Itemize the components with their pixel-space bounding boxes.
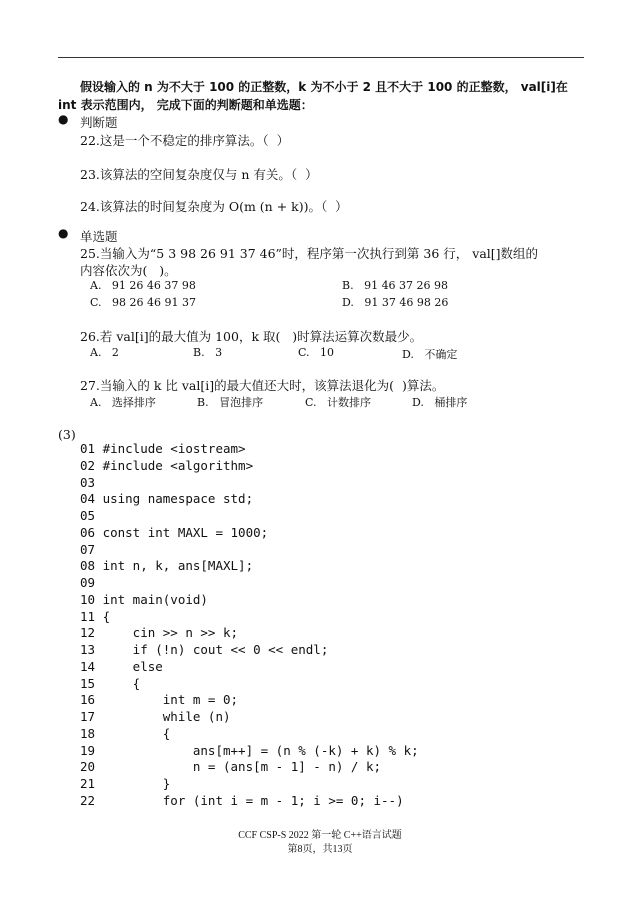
question-24: 24.该算法的时间复杂度为 O(m (n + k))。（ ） [80,199,348,214]
code-line: 12 cin >> n >> k; [80,625,239,641]
code-line: 16 int m = 0; [80,692,239,708]
code-line: 06 const int MAXL = 1000; [80,524,269,540]
code-line: 19 ans[m++] = (n % (-k) + k) % k; [80,742,419,758]
footer-title: CCF CSP-S 2022 第一轮 C++语言试题 [238,830,402,841]
code-line: 21 } [80,776,171,791]
code-line: 01 #include <iostream> [80,441,246,456]
code-line: 15 { [80,675,141,691]
option-26a: A. 2 [90,346,119,359]
code-line: 14 else [80,658,163,674]
option-25b: B. 91 46 37 26 98 [342,279,449,292]
option-25a: A. 91 26 46 37 98 [90,279,196,292]
section-label: (3) [58,427,76,442]
code-line: 13 if (!n) cout << 0 << endl; [80,642,329,657]
option-27d: D. 桶排序 [412,396,468,409]
footer-page: 第8页，共13页 [287,844,353,855]
option-25c: C. 98 26 46 91 37 [90,296,196,309]
choice-heading: 单选题 [80,229,118,244]
bullet-icon: ● [58,226,69,240]
option-27a: A. 选择排序 [90,396,156,409]
code-line: 18 { [80,725,171,741]
code-line: 09 [80,575,96,590]
code-line: 03 [80,474,96,490]
option-26d: D. 不确定 [402,348,458,361]
option-25d: D. 91 37 46 98 26 [342,296,449,309]
option-27c: C. 计数排序 [305,396,372,409]
code-line: 10 int main(void) [80,591,208,607]
header-rule [58,57,584,58]
code-listing [80,441,419,810]
question-23: 23.该算法的空间复杂度仅与 n 有关。（ ） [80,167,318,182]
code-line: 08 int n, k, ans[MAXL]; [80,558,254,574]
code-line: 17 while (n) [80,709,231,724]
option-26c: C. 10 [298,346,335,359]
intro-line-1: 假设输入的 n 为不大于 100 的正整数，k 为不小于 2 且不大于 100 的正整数， val[i]在 [80,80,568,94]
code-line: 22 for (int i = m - 1; i >= 0; i--) [80,792,404,808]
option-27b: B. 冒泡排序 [197,396,264,409]
question-26: 26.若 val[i]的最大值为 100，k 取( )时算法运算次数最少。 [80,329,423,344]
code-line: 05 [80,508,96,523]
code-line: 11 { [80,608,111,624]
question-25-line-2: 内容依次为( )。 [80,263,177,278]
question-25-line-1: 25.当输入为“5 3 98 26 91 37 46”时，程序第一次执行到第 36 行， val[]数组的 [80,246,539,261]
question-22: 22.这是一个不稳定的排序算法。（ ） [80,133,290,148]
code-line: 02 #include <algorithm> [80,457,254,473]
code-line: 20 n = (ans[m - 1] - n) / k; [80,759,382,775]
question-27: 27.当输入的 k 比 val[i]的最大值还大时，该算法退化为( )算法。 [80,378,445,393]
judge-heading: 判断题 [80,115,118,130]
bullet-icon: ● [58,112,69,126]
code-line: 04 using namespace std; [80,491,254,507]
code-line: 07 [80,541,96,557]
intro-line-2: int 表示范围内， 完成下面的判断题和单选题： [58,98,313,112]
option-26b: B. 3 [193,346,223,359]
